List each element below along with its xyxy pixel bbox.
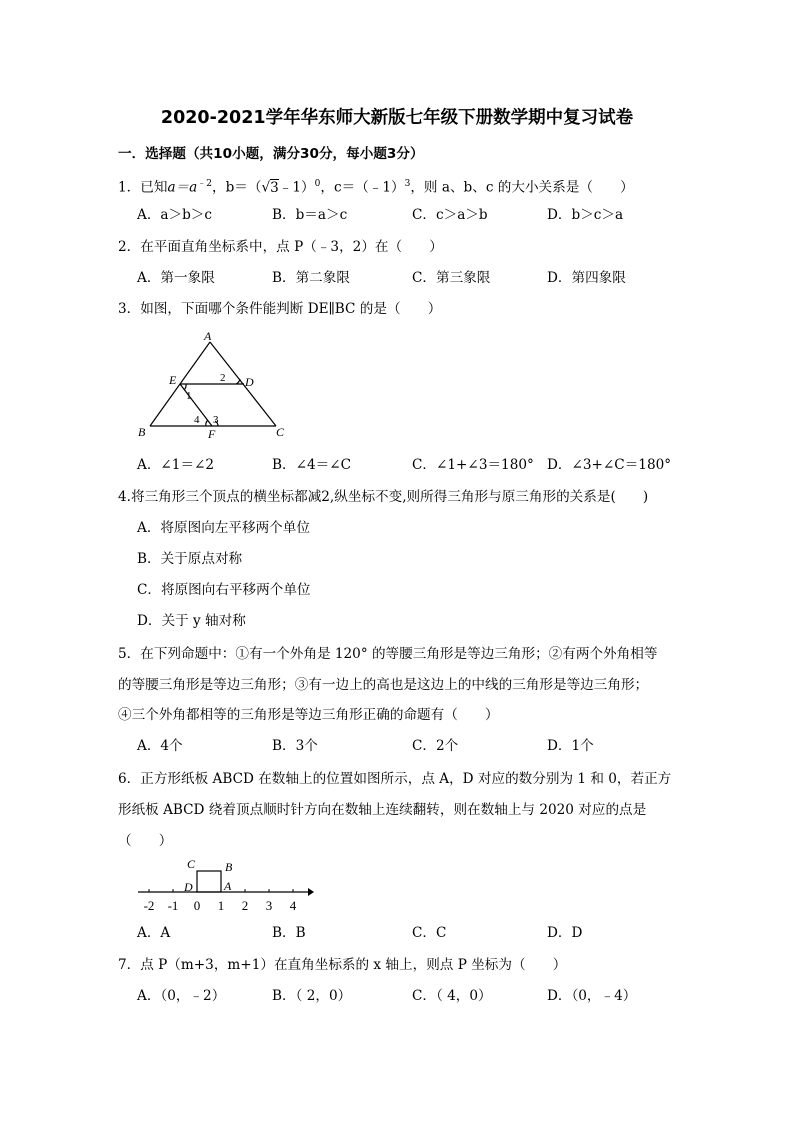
question-5-line-3: ④三个外角都相等的三角形是等边三角形正确的命题有（ ） bbox=[118, 707, 499, 723]
question-5-line-2: 的等腰三角形是等边三角形；③有一边上的高也是这边上的中线的三角形是等边三角形； bbox=[118, 677, 649, 693]
q7-option-c[interactable]: C．（ 4，0） bbox=[412, 988, 492, 1004]
label-b: B bbox=[138, 425, 146, 439]
tick-label: -1 bbox=[167, 898, 179, 913]
q1-option-d[interactable]: D．b＞c＞a bbox=[547, 207, 624, 223]
q6-option-a[interactable]: A．A bbox=[137, 925, 171, 941]
question-1-stem bbox=[118, 175, 634, 197]
label-c: C bbox=[187, 857, 196, 871]
q2-option-d[interactable]: D．第四象限 bbox=[547, 270, 626, 286]
label-a: A bbox=[224, 879, 232, 893]
tick-label: 3 bbox=[265, 898, 273, 913]
q3-option-c[interactable]: C．∠1+∠3＝180° bbox=[412, 457, 534, 473]
question-4-stem: 4.将三角形三个顶点的横坐标都减2,纵坐标不变,则所得三角形与原三角形的关系是( ) bbox=[118, 489, 649, 505]
tick-label: -2 bbox=[143, 898, 155, 913]
axis-arrow-icon bbox=[308, 888, 314, 896]
q5-option-c[interactable]: C．2个 bbox=[412, 738, 459, 754]
q1-exp-c: 3 bbox=[404, 179, 411, 189]
label-d: D bbox=[184, 880, 193, 894]
q2-option-c[interactable]: C．第三象限 bbox=[412, 270, 491, 286]
q6-option-b[interactable]: B．B bbox=[272, 925, 306, 941]
page-title: 2020-2021学年华东师大新版七年级下册数学期中复习试卷 bbox=[160, 108, 634, 128]
question-6-line-1: 6．正方形纸板 ABCD 在数轴上的位置如图所示，点 A，D 对应的数分别为 1 和 0，若正方 bbox=[118, 771, 672, 787]
label-b: B bbox=[225, 860, 233, 874]
q5-option-b[interactable]: B．3个 bbox=[272, 738, 318, 754]
q1-suffix: ，则 a、b、c 的大小关系是（ ） bbox=[410, 179, 634, 196]
q1-c-expr: ，c＝（﹣1） bbox=[320, 179, 405, 196]
sqrt-symbol: √ bbox=[261, 179, 271, 196]
question-7-stem: 7．点 P（m+3，m+1）在直角坐标系的 x 轴上，则点 P 坐标为（ ） bbox=[118, 957, 567, 973]
q6-option-d[interactable]: D．D bbox=[547, 925, 583, 941]
q4-option-d[interactable]: D．关于 y 轴对称 bbox=[137, 613, 246, 629]
question-3-stem: 3．如图，下面哪个条件能判断 DE∥BC 的是（ ） bbox=[118, 301, 442, 317]
question-2-stem: 2．在平面直角坐标系中，点 P（﹣3，2）在（ ） bbox=[118, 239, 443, 255]
tick-label: 0 bbox=[193, 898, 201, 913]
label-d: D bbox=[245, 375, 254, 389]
q1-option-a[interactable]: A．a＞b＞c bbox=[137, 207, 213, 223]
q3-triangle-figure bbox=[132, 328, 292, 443]
square-abcd bbox=[197, 871, 221, 892]
q3-option-d[interactable]: D．∠3+∠C＝180° bbox=[547, 457, 672, 473]
question-6-line-2: 形纸板 ABCD 绕着顶点顺时针方向在数轴上连续翻转，则在数轴上与 2020 对应的点是 bbox=[118, 802, 647, 818]
label-angle-2: 2 bbox=[220, 372, 226, 384]
q3-option-a[interactable]: A．∠1＝∠2 bbox=[137, 457, 215, 473]
label-angle-1: 1 bbox=[186, 390, 192, 402]
label-a: A bbox=[204, 329, 212, 343]
q5-option-a[interactable]: A．4个 bbox=[137, 738, 183, 754]
tick-label: 4 bbox=[289, 898, 297, 913]
q1-exp-b: 0 bbox=[314, 179, 321, 189]
tick-label: 2 bbox=[241, 898, 249, 913]
q7-option-a[interactable]: A．（0，﹣2） bbox=[137, 988, 226, 1004]
q4-option-a[interactable]: A．将原图向左平移两个单位 bbox=[137, 520, 310, 536]
q5-option-d[interactable]: D．1个 bbox=[547, 738, 594, 754]
sqrt-argument: 3 bbox=[270, 179, 279, 196]
q1-exp-a: ﹣2 bbox=[197, 179, 212, 189]
q4-option-b[interactable]: B．关于原点对称 bbox=[137, 551, 243, 567]
label-e: E bbox=[169, 373, 177, 387]
q3-option-b[interactable]: B．∠4＝∠C bbox=[272, 457, 352, 473]
q1-b-expr: ，b＝（ bbox=[211, 179, 262, 196]
q6-number-line-figure bbox=[136, 855, 314, 915]
label-angle-3: 3 bbox=[213, 414, 219, 426]
q2-option-b[interactable]: B．第二象限 bbox=[272, 270, 350, 286]
q1-option-c[interactable]: C．c＞a＞b bbox=[412, 207, 488, 223]
section-heading: 一．选择题（共10小题，满分30分，每小题3分） bbox=[118, 146, 424, 162]
q6-option-c[interactable]: C．C bbox=[412, 925, 447, 941]
label-angle-4: 4 bbox=[194, 414, 200, 426]
q2-option-a[interactable]: A．第一象限 bbox=[137, 270, 215, 286]
q1-option-b[interactable]: B．b＝a＞c bbox=[272, 207, 348, 223]
q4-option-c[interactable]: C．将原图向右平移两个单位 bbox=[137, 582, 311, 598]
question-6-line-3: （ ） bbox=[118, 833, 173, 849]
q7-option-d[interactable]: D．（0，﹣4） bbox=[547, 988, 637, 1004]
q1-b-tail: ﹣1） bbox=[278, 179, 315, 196]
label-f: F bbox=[208, 427, 216, 441]
label-c: C bbox=[276, 425, 285, 439]
angle-4-arc bbox=[206, 420, 208, 426]
q1-a-expr: a＝a bbox=[167, 179, 198, 196]
q7-option-b[interactable]: B．（ 2，0） bbox=[272, 988, 352, 1004]
q1-prefix: 1．已知 bbox=[118, 179, 168, 196]
tick-label: 1 bbox=[217, 898, 225, 913]
angle-2-arc bbox=[236, 379, 240, 384]
question-5-line-1: 5．在下列命题中：①有一个外角是 120° 的等腰三角形是等边三角形；②有两个外角相等 bbox=[118, 646, 658, 662]
